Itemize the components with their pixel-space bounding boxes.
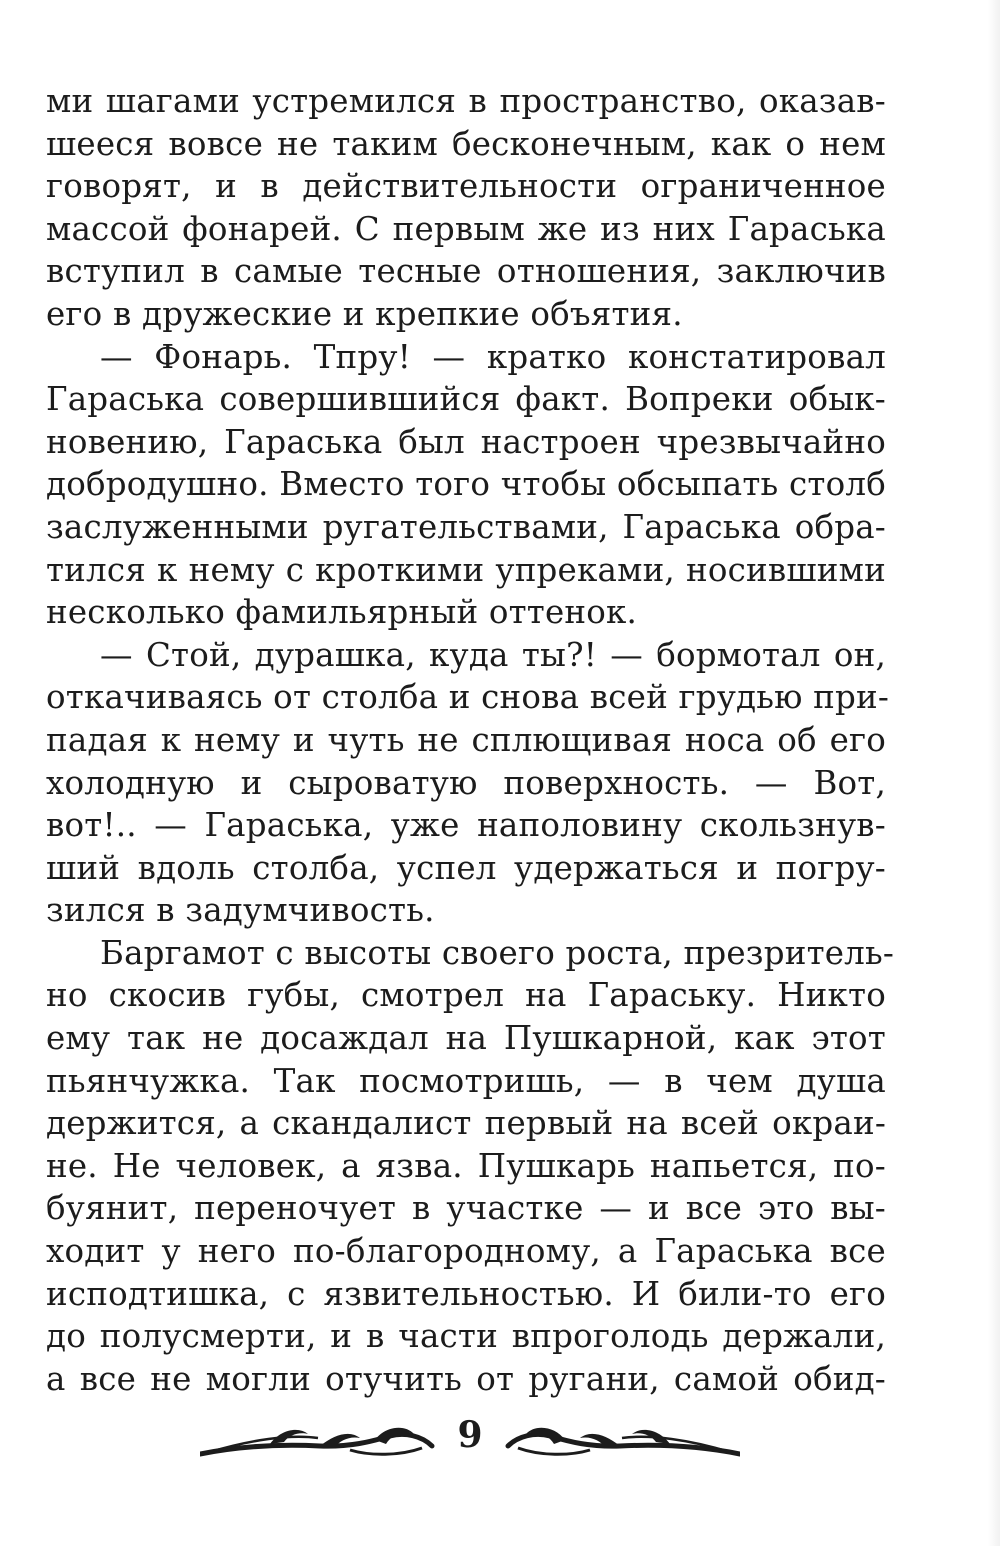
text-line: ему так не досаждал на Пушкарной, как этот — [46, 1019, 886, 1058]
text-line: зился в задумчивость. — [46, 891, 435, 930]
body-text — [46, 80, 895, 1400]
text-line: заслуженными ругательствами, Гараська обра- — [46, 507, 886, 546]
text-line: тился к нему с кроткими упреками, носившими — [46, 550, 886, 589]
text-line: Баргамот с высоты своего роста, презритель- — [100, 933, 895, 972]
text-line: до полусмерти, и в части впроголодь держали, — [46, 1317, 886, 1356]
text-line: откачиваясь от столба и снова всей грудью при- — [46, 678, 890, 717]
left-flourish-ornament — [200, 1416, 440, 1460]
page-edge-shadow — [988, 0, 1000, 1546]
text-line: падая к нему и чуть не сплющивая носа об его — [46, 720, 886, 759]
text-line: ший вдоль столба, успел удержаться и погру- — [46, 848, 886, 887]
text-line: Гараська совершившийся факт. Вопреки обык- — [46, 380, 886, 419]
text-line: новению, Гараська был настроен чрезвычайно — [46, 422, 886, 461]
page-footer — [0, 1410, 1000, 1480]
text-line: шееся вовсе не таким бесконечным, как о нем — [46, 124, 886, 163]
text-line: — Фонарь. Тпру! — кратко констатировал — [100, 337, 886, 376]
text-line: но скосив губы, смотрел на Гараську. Никто — [46, 976, 886, 1015]
text-line: несколько фамильярный оттенок. — [46, 593, 638, 632]
text-line: держится, а скандалист первый на всей окраи- — [46, 1104, 886, 1143]
text-line: вот!.. — Гараська, уже наполовину скользнув- — [46, 806, 886, 845]
right-flourish-ornament — [500, 1416, 740, 1460]
text-line: его в дружеские и крепкие объятия. — [46, 294, 683, 333]
text-line: буянит, переночует в участке — и все это вы- — [46, 1189, 886, 1228]
text-line: ходит у него по-благородному, а Гараська все — [46, 1232, 886, 1271]
text-line: массой фонарей. С первым же из них Гараська — [46, 209, 886, 248]
page-number: 9 — [457, 1414, 483, 1456]
text-line: не. Не человек, а язва. Пушкарь напьется, по- — [46, 1146, 886, 1185]
text-line: холодную и сыроватую поверхность. — Вот, — [46, 763, 886, 802]
text-line: — Стой, дурашка, куда ты?! — бормотал он, — [100, 635, 886, 674]
text-line: а все не могли отучить от ругани, самой обид- — [46, 1359, 886, 1398]
text-line: говорят, и в действительности ограниченное — [46, 167, 886, 206]
text-line: ми шагами устремился в пространство, оказав- — [46, 82, 886, 120]
text-line: вступил в самые тесные отношения, заключив — [46, 252, 886, 291]
text-line: исподтишка, с язвительностью. И били-то его — [46, 1274, 886, 1313]
text-line: пьянчужка. Так посмотришь, — в чем душа — [46, 1061, 886, 1100]
text-line: добродушно. Вместо того чтобы обсыпать столб — [46, 465, 886, 504]
